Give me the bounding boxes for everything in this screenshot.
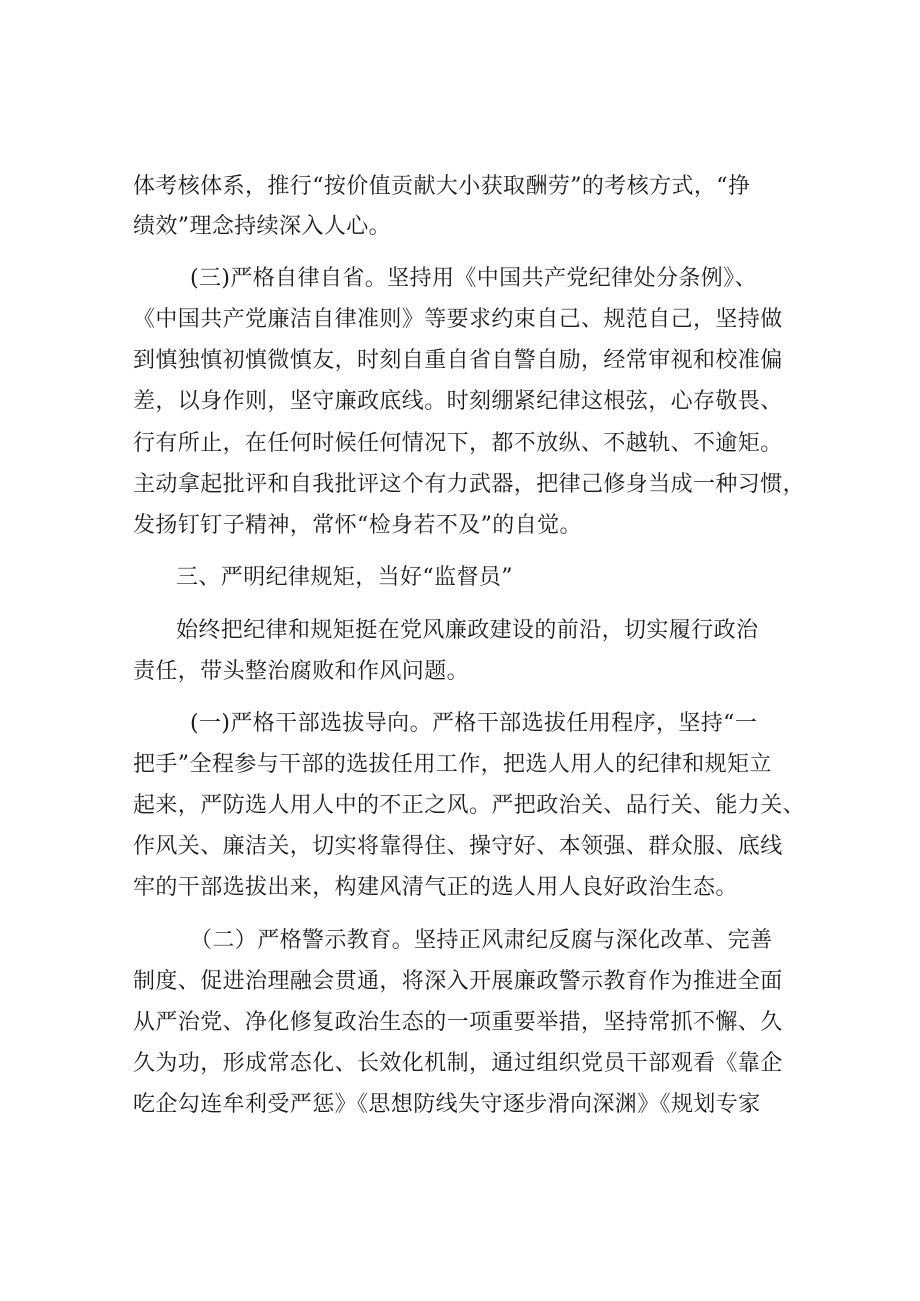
text-line: 久为功，形成常态化、长效化机制，通过组织党员干部观看《靠企 bbox=[133, 1051, 783, 1076]
chapter-heading: 三、严明纪律规矩，当好“监督员” bbox=[176, 565, 513, 590]
section-heading-line: (三)严格自律自省。坚持用《中国共产党纪律处分条例》、 bbox=[190, 266, 757, 291]
text-line: 作风关、廉洁关，切实将靠得住、操守好、本领强、群众服、底线 bbox=[133, 834, 783, 859]
text-line: 起来，严防选人用人中的不正之风。严把政治关、品行关、能力关、 bbox=[133, 793, 806, 818]
text-line: 差，以身作则，坚守廉政底线。时刻绷紧纪律这根弦，心存敬畏、 bbox=[133, 389, 783, 414]
text-line: 吃企勾连牟利受严惩》《思想防线失守逐步滑向深渊》《规划专家 bbox=[133, 1092, 761, 1117]
section-heading-line: （二）严格警示教育。坚持正风肃纪反腐与深化改革、完善 bbox=[190, 928, 773, 953]
text-line: 主动拿起批评和自我批评这个有力武器，把律己修身当成一种习惯， bbox=[133, 472, 806, 497]
text-line: 行有所止，在任何时候任何情况下，都不放纵、不越轨、不逾矩。 bbox=[133, 431, 783, 456]
text-line: 从严治党、净化修复政治生态的一项重要举措，坚持常抓不懈、久 bbox=[133, 1010, 783, 1035]
text-line: 《中国共产党廉洁自律准则》等要求约束自己、规范自己，坚持做 bbox=[133, 307, 783, 332]
text-line: 绩效”理念持续深入人心。 bbox=[133, 214, 392, 239]
section-heading-line: (一)严格干部选拔导向。严格干部选拔任用程序，坚持“一 bbox=[190, 711, 758, 736]
text-line: 牢的干部选拔出来，构建风清气正的选人用人良好政治生态。 bbox=[133, 875, 738, 900]
text-line: 体考核体系，推行“按价值贡献大小获取酬劳”的考核方式，“挣 bbox=[133, 174, 751, 199]
text-line: 到慎独慎初慎微慎友，时刻自重自省自警自励，经常审视和校准偏 bbox=[133, 348, 783, 373]
text-line: 责任，带头整治腐败和作风问题。 bbox=[133, 659, 470, 684]
text-line: 发扬钉钉子精神，常怀“检身若不及”的自觉。 bbox=[133, 513, 582, 538]
text-line: 始终把纪律和规矩挺在党风廉政建设的前沿，切实履行政治 bbox=[176, 618, 759, 643]
text-line: 制度、促进治理融会贯通，将深入开展廉政警示教育作为推进全面 bbox=[133, 969, 783, 994]
text-line: 把手”全程参与干部的选拔任用工作，把选人用人的纪律和规矩立 bbox=[133, 752, 772, 777]
